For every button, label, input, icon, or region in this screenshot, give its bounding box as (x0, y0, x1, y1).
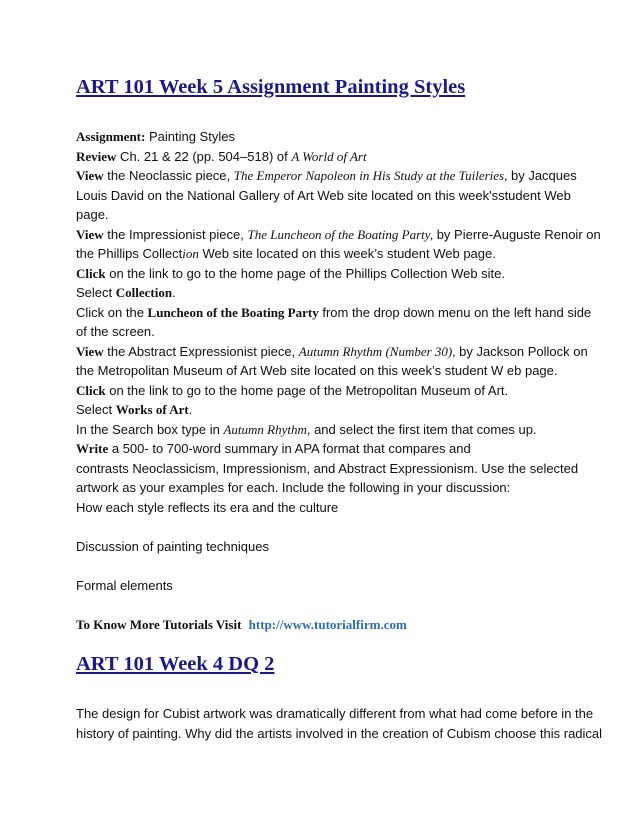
write-line-2: contrasts Neoclassicism, Impressionism, and Abstract Expressionism. Use the selected (76, 460, 579, 476)
select-works-line: Select Works of Art. (76, 402, 193, 417)
discussion-item: Formal elements (76, 577, 173, 593)
view-neoclassic-line-2: Louis David on the National Gallery of Art Web site located on this week'sstudent Web (76, 187, 571, 203)
section-heading-week4: ART 101 Week 4 DQ 2 (76, 653, 275, 675)
view-impressionist-line: View the Impressionist piece, The Luncheon of the Boating Party, by Pierre-Auguste Renoir on (76, 226, 601, 242)
assignment-body (76, 127, 601, 634)
view-neoclassic-line: View the Neoclassic piece, The Emperor Napoleon in His Study at the Tuileries, by Jacques (76, 168, 577, 183)
view-impressionist-line-2: the Phillips Collection Web site located on this week’s student Web page. (76, 246, 496, 261)
view-abstract-line-2: the Metropolitan Museum of Art Web site located on this week’s student W eb page. (76, 363, 558, 378)
more-tutorials-label: To Know More Tutorials Visit (76, 616, 242, 632)
dq-line-2: history of painting. Why did the artists involved in the creation of Cubism choose this radical (76, 725, 603, 741)
dq-line-1: The design for Cubist artwork was dramatically different from what had come before in the (76, 706, 594, 721)
assignment-line: Assignment: Painting Styles (76, 129, 235, 144)
dq-body (76, 704, 603, 743)
click-luncheon-line: Click on the Luncheon of the Boating Party from the drop down menu on the left hand side (76, 304, 592, 320)
write-line-3: artwork as your examples for each. Include the following in your discussion: (76, 480, 511, 495)
view-abstract-line: View the Abstract Expressionist piece, Autumn Rhythm (Number 30), by Jackson Pollock on (76, 343, 588, 359)
view-neoclassic-line-3: page. (76, 207, 109, 222)
click-phillips-line: Click on the link to go to the home page of the Phillips Collection Web site. (76, 265, 506, 281)
discussion-item: How each style reflects its era and the culture (76, 499, 339, 515)
search-line: In the Search box type in Autumn Rhythm, and select the first item that comes up. (76, 421, 537, 437)
section-heading-week5: ART 101 Week 5 Assignment Painting Styles (76, 76, 466, 98)
more-tutorials-line (76, 615, 566, 635)
click-luncheon-line-2: of the screen. (76, 324, 155, 339)
tutorialfirm-link[interactable]: http://www.tutorialfirm.com (248, 616, 407, 632)
click-met-line: Click on the link to go to the home page of the Metropolitan Museum of Art. (76, 382, 509, 398)
review-line: Review Ch. 21 & 22 (pp. 504–518) of A World of Art (76, 148, 367, 164)
write-line: Write a 500- to 700-word summary in APA format that compares and (76, 441, 471, 456)
discussion-item: Discussion of painting techniques (76, 538, 269, 554)
select-collection-line: Select Collection. (76, 285, 176, 300)
